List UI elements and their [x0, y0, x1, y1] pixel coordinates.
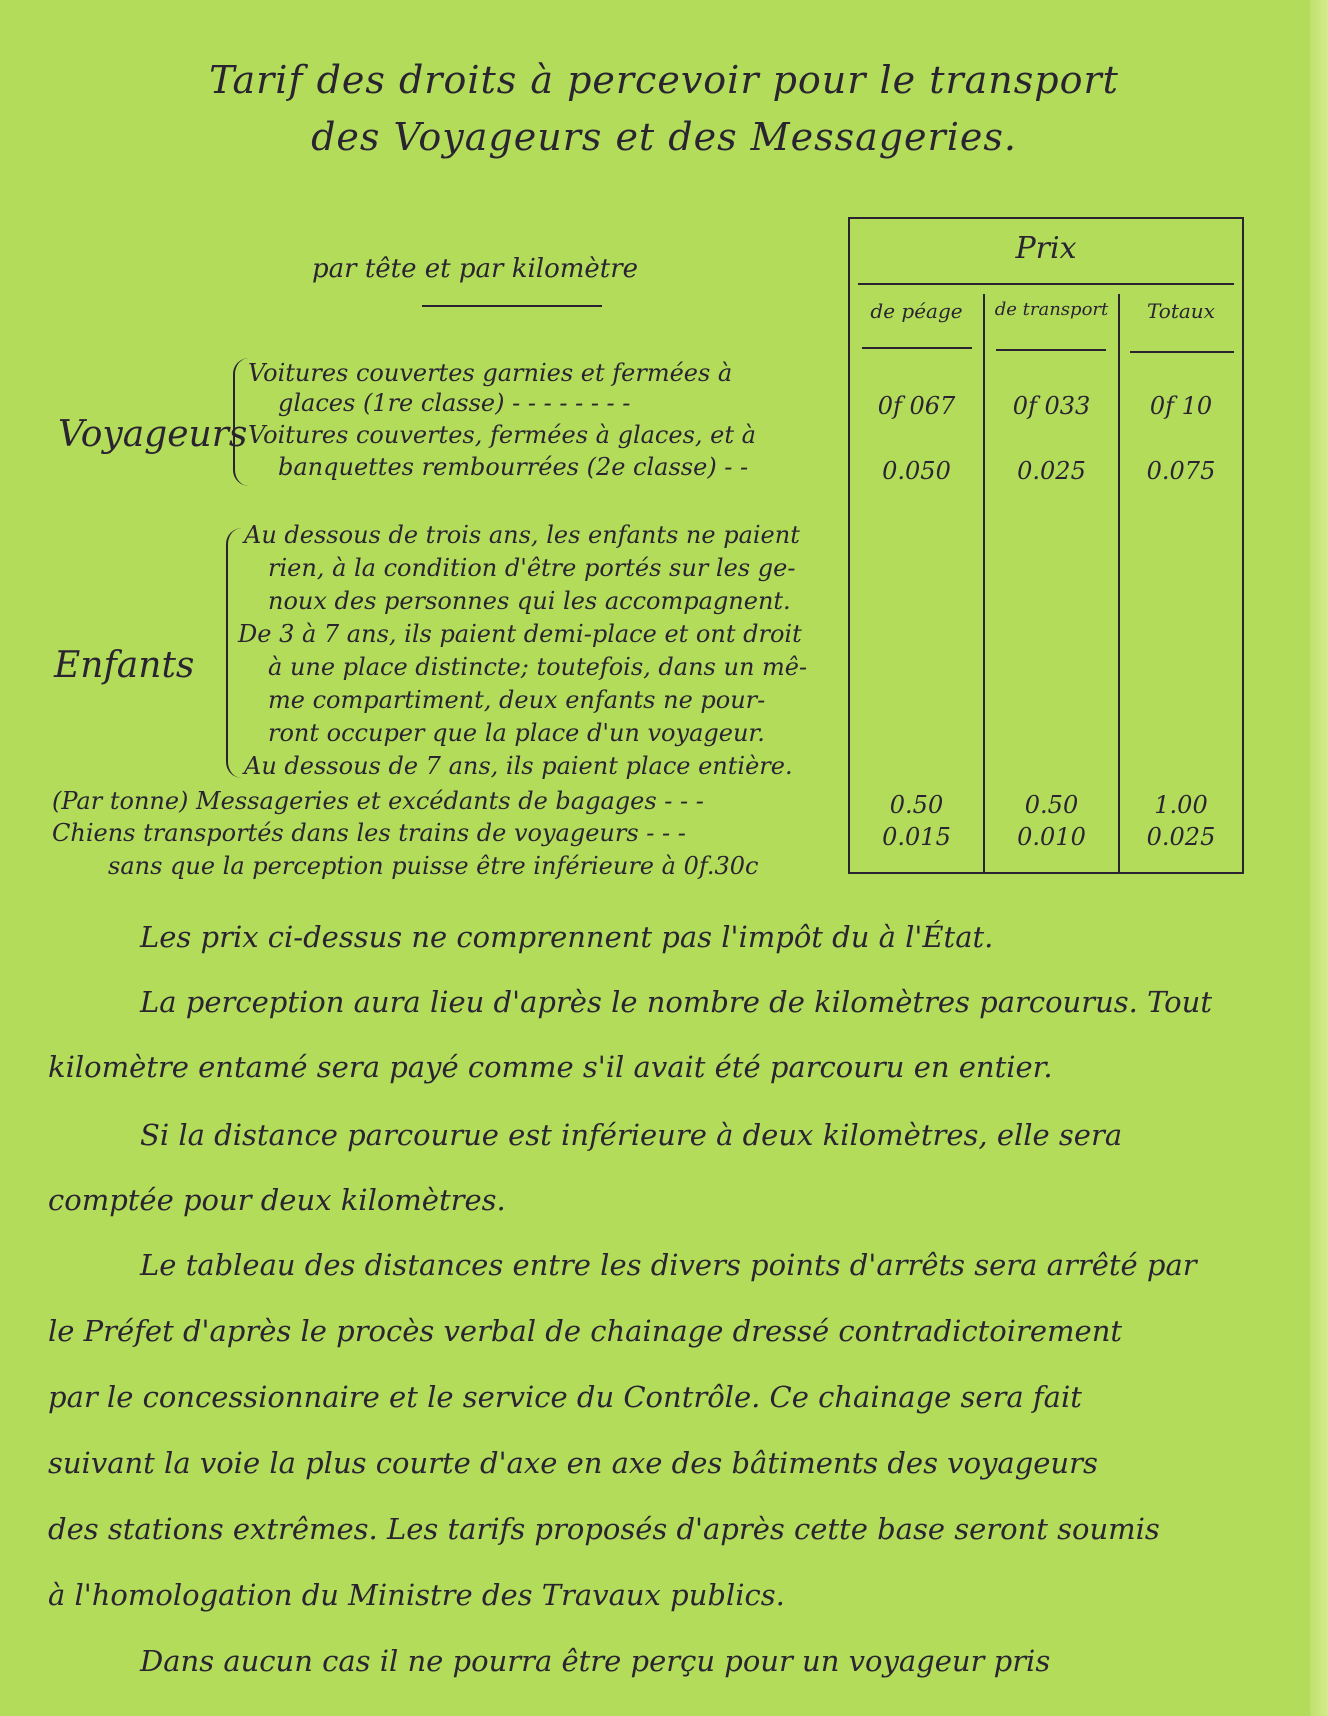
enfants-brace [226, 528, 242, 778]
paragraph-line-4: Si la distance parcourue est inférieure à deux kilomètres, elle sera [140, 1118, 1123, 1152]
paragraph-line-12: Dans aucun cas il ne pourra être perçu pour un voyageur pris [140, 1644, 1051, 1678]
paragraph-line-6: Le tableau des distances entre les divers points d'arrêts sera arrêté par [140, 1248, 1197, 1282]
paragraph-line-1: Les prix ci-dessus ne comprennent pas l'impôt du à l'État. [140, 920, 994, 954]
cell-r3-transport: 0.50 [1024, 791, 1079, 819]
cell-r2-transport: 0.025 [1017, 457, 1086, 485]
enfants-label: Enfants [54, 645, 195, 686]
paragraph-line-7: le Préfet d'après le procès verbal de chainage dressé contradictoirement [48, 1314, 1123, 1348]
enfants-line-8: Au dessous de 7 ans, ils paient place entière. [244, 752, 793, 780]
subheading-rule [422, 305, 602, 307]
paragraph-line-8: par le concessionnaire et le service du Contrôle. Ce chainage sera fait [48, 1380, 1082, 1414]
subheading: par tête et par kilomètre [312, 254, 639, 284]
voyageurs-label: Voyageurs [58, 414, 248, 455]
enfants-line-5: à une place distincte; toutefois, dans un mê- [268, 653, 808, 681]
cell-r3-totaux: 1.00 [1154, 791, 1208, 819]
paragraph-line-11: à l'homologation du Ministre des Travaux publics. [48, 1578, 785, 1612]
voyageurs-line-2: glaces (1re classe) - - - - - - - - [278, 389, 631, 417]
enfants-line-7: ront occuper que la place d'un voyageur. [268, 719, 765, 747]
cell-r2-peage: 0.050 [882, 457, 951, 485]
column-rule-2 [996, 349, 1106, 351]
column-rule-1 [862, 347, 972, 349]
voyageurs-line-4: banquettes rembourrées (2e classe) - - [278, 453, 749, 481]
price-table [848, 217, 1244, 874]
cell-r3-peage: 0.50 [889, 791, 944, 819]
paragraph-line-3: kilomètre entamé sera payé comme s'il avait été parcouru en entier. [48, 1050, 1053, 1084]
column-header-peage: de péage [870, 299, 963, 323]
messageries-line: (Par tonne) Messageries et excédants de bagages - - - [52, 787, 704, 815]
cell-r1-transport: 0f 033 [1012, 392, 1091, 420]
column-header-totaux: Totaux [1147, 299, 1215, 323]
column-divider-1 [983, 294, 985, 872]
title-line-2: des Voyageurs et des Messageries. [311, 115, 1017, 159]
paragraph-line-2: La perception aura lieu d'après le nombre de kilomètres parcourus. Tout [140, 985, 1212, 1019]
cell-r4-totaux: 0.025 [1146, 823, 1216, 851]
cell-r4-peage: 0.015 [882, 823, 951, 851]
title-line-1: Tarif des droits à percevoir pour le transport [209, 58, 1119, 102]
header-divider [858, 283, 1234, 285]
enfants-line-4: De 3 à 7 ans, ils paient demi-place et ont droit [238, 620, 802, 648]
voyageurs-brace [233, 358, 249, 486]
column-rule-3 [1130, 351, 1234, 353]
cell-r4-transport: 0.010 [1017, 823, 1086, 851]
cell-r1-totaux: 0f 10 [1149, 392, 1213, 420]
enfants-line-1: Au dessous de trois ans, les enfants ne paient [244, 521, 800, 549]
chiens-line-1: Chiens transportés dans les trains de voyageurs - - - [52, 819, 686, 847]
voyageurs-line-1: Voitures couvertes garnies et fermées à [248, 359, 733, 387]
paragraph-line-10: des stations extrêmes. Les tarifs proposés d'après cette base seront soumis [48, 1512, 1160, 1546]
paragraph-line-9: suivant la voie la plus courte d'axe en axe des bâtiments des voyageurs [48, 1446, 1098, 1480]
column-divider-2 [1118, 294, 1120, 872]
enfants-line-3: noux des personnes qui les accompagnent. [268, 587, 791, 615]
cell-r1-peage: 0f 067 [877, 392, 956, 420]
table-group-header: Prix [1015, 231, 1077, 266]
voyageurs-line-3: Voitures couvertes, fermées à glaces, et à [248, 421, 756, 449]
chiens-line-2: sans que la perception puisse être inférieure à 0f.30c [108, 852, 759, 880]
page-edge [1310, 0, 1328, 1716]
cell-r2-totaux: 0.075 [1146, 457, 1216, 485]
paragraph-line-5: comptée pour deux kilomètres. [48, 1183, 506, 1217]
column-header-transport: de transport [994, 299, 1109, 320]
enfants-line-2: rien, à la condition d'être portés sur les ge- [268, 554, 796, 582]
enfants-line-6: me compartiment, deux enfants ne pour- [268, 686, 766, 714]
